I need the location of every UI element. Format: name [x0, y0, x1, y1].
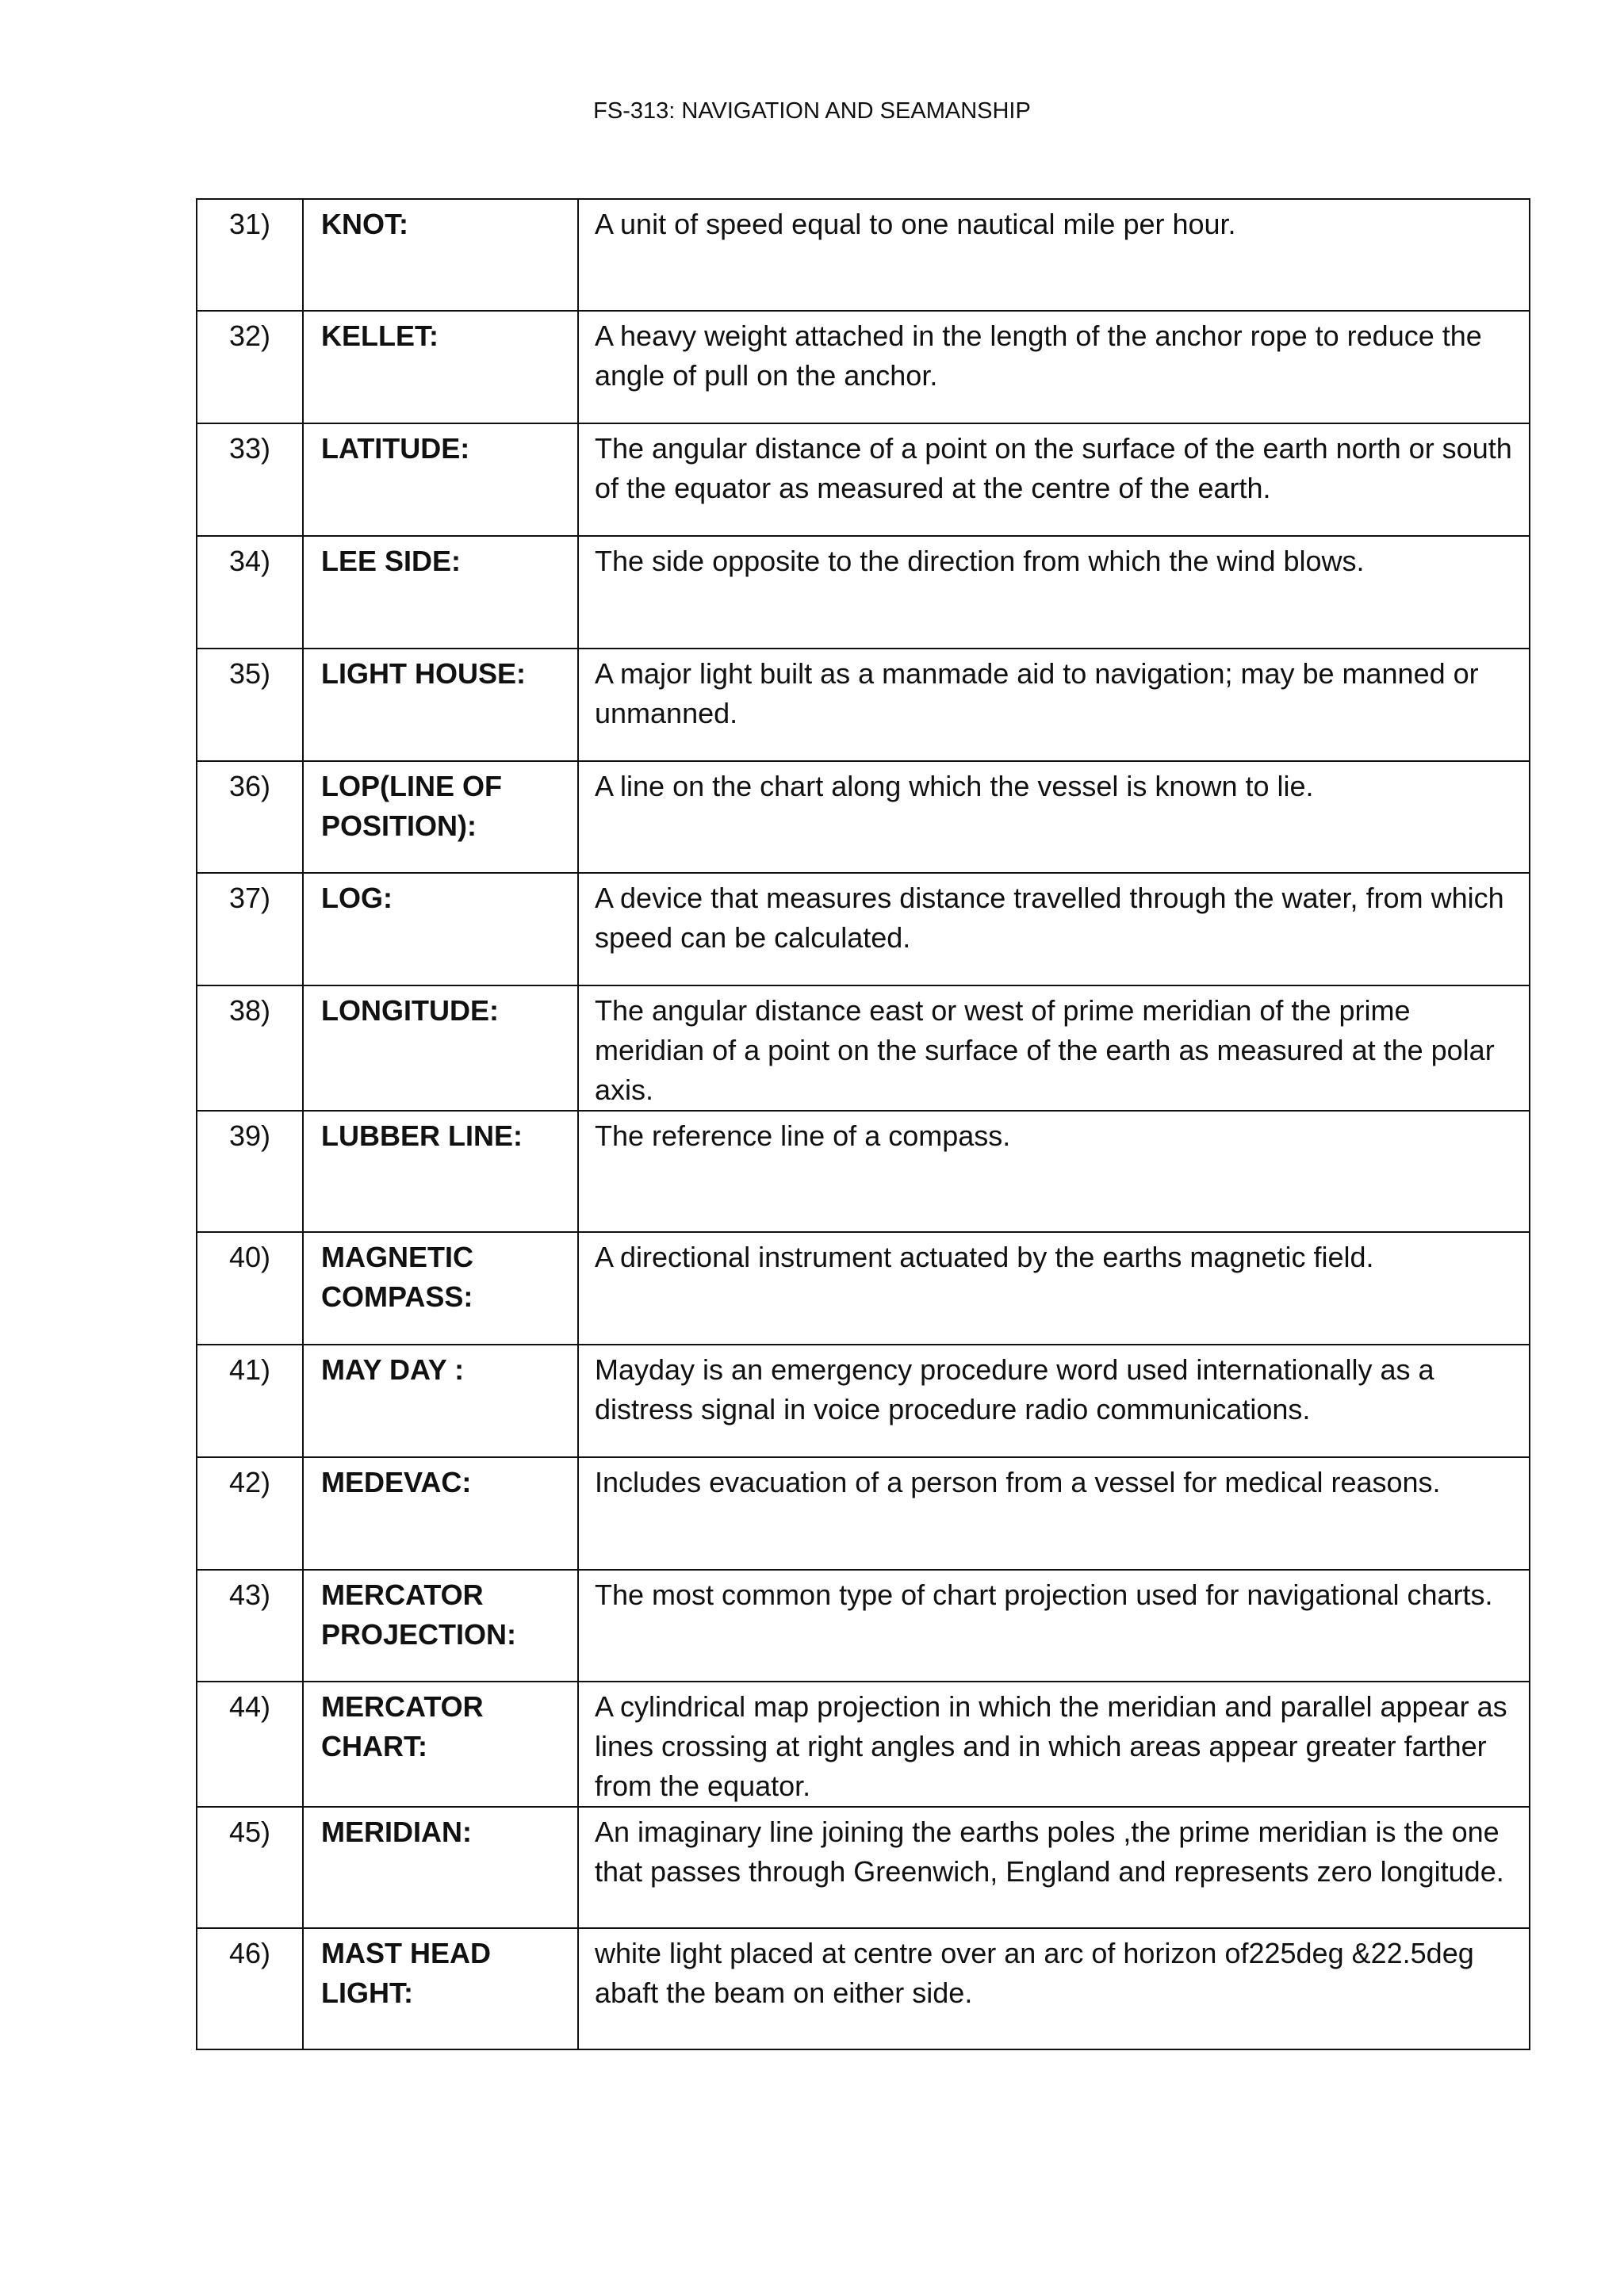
definition: A unit of speed equal to one nautical mile per hour.	[578, 199, 1530, 311]
page-header: FS-313: NAVIGATION AND SEAMANSHIP	[593, 98, 1031, 124]
definition: A device that measures distance travelled through the water, from which speed can be calculated.	[578, 873, 1530, 985]
table-row	[197, 873, 1530, 985]
term: MAGNETIC COMPASS:	[303, 1232, 578, 1345]
definition: A major light built as a manmade aid to navigation; may be manned or unmanned.	[578, 649, 1530, 761]
term: KELLET:	[303, 311, 578, 423]
table-row	[197, 761, 1530, 873]
definition: Includes evacuation of a person from a vessel for medical reasons.	[578, 1457, 1530, 1570]
row-number: 33)	[197, 423, 303, 536]
row-number: 31)	[197, 199, 303, 311]
row-number: 45)	[197, 1807, 303, 1928]
definition: The reference line of a compass.	[578, 1111, 1530, 1232]
term: MAST HEAD LIGHT:	[303, 1928, 578, 2049]
row-number: 40)	[197, 1232, 303, 1345]
table-row	[197, 199, 1530, 311]
table-row	[197, 423, 1530, 536]
definition: A heavy weight attached in the length of the anchor rope to reduce the angle of pull on the anchor.	[578, 311, 1530, 423]
definition: An imaginary line joining the earths poles ,the prime meridian is the one that passes through Greenwich, England and represents zero longitude.	[578, 1807, 1530, 1928]
row-number: 44)	[197, 1682, 303, 1807]
table-row	[197, 1457, 1530, 1570]
table-row	[197, 1928, 1530, 2049]
term: LUBBER LINE:	[303, 1111, 578, 1232]
term: KNOT:	[303, 199, 578, 311]
row-number: 39)	[197, 1111, 303, 1232]
row-number: 41)	[197, 1345, 303, 1457]
table-row	[197, 536, 1530, 649]
glossary-table	[196, 198, 1530, 2050]
row-number: 35)	[197, 649, 303, 761]
table-row	[197, 985, 1530, 1111]
definition: white light placed at centre over an arc of horizon of225deg &22.5deg abaft the beam on either side.	[578, 1928, 1530, 2049]
term: MERCATOR PROJECTION:	[303, 1570, 578, 1682]
table-row	[197, 1111, 1530, 1232]
definition: The most common type of chart projection used for navigational charts.	[578, 1570, 1530, 1682]
term: LOP(LINE OF POSITION):	[303, 761, 578, 873]
term: LONGITUDE:	[303, 985, 578, 1111]
table-row	[197, 1345, 1530, 1457]
table-row	[197, 1570, 1530, 1682]
definition: The side opposite to the direction from which the wind blows.	[578, 536, 1530, 649]
row-number: 43)	[197, 1570, 303, 1682]
term: MEDEVAC:	[303, 1457, 578, 1570]
term: LATITUDE:	[303, 423, 578, 536]
row-number: 37)	[197, 873, 303, 985]
term: LOG:	[303, 873, 578, 985]
definition: Mayday is an emergency procedure word used internationally as a distress signal in voice procedure radio communications.	[578, 1345, 1530, 1457]
row-number: 46)	[197, 1928, 303, 2049]
definition: The angular distance of a point on the surface of the earth north or south of the equator as measured at the centre of the earth.	[578, 423, 1530, 536]
definition: The angular distance east or west of prime meridian of the prime meridian of a point on the surface of the earth as measured at the polar axis.	[578, 985, 1530, 1111]
row-number: 42)	[197, 1457, 303, 1570]
row-number: 34)	[197, 536, 303, 649]
table-row	[197, 1682, 1530, 1807]
row-number: 32)	[197, 311, 303, 423]
term: MERIDIAN:	[303, 1807, 578, 1928]
definition: A directional instrument actuated by the earths magnetic field.	[578, 1232, 1530, 1345]
term: MAY DAY :	[303, 1345, 578, 1457]
table-row	[197, 649, 1530, 761]
definition: A line on the chart along which the vessel is known to lie.	[578, 761, 1530, 873]
definition: A cylindrical map projection in which the meridian and parallel appear as lines crossing at right angles and in which areas appear greater farther from the equator.	[578, 1682, 1530, 1807]
row-number: 38)	[197, 985, 303, 1111]
table-row	[197, 311, 1530, 423]
term: MERCATOR CHART:	[303, 1682, 578, 1807]
table-row	[197, 1232, 1530, 1345]
table-row	[197, 1807, 1530, 1928]
term: LIGHT HOUSE:	[303, 649, 578, 761]
row-number: 36)	[197, 761, 303, 873]
term: LEE SIDE:	[303, 536, 578, 649]
